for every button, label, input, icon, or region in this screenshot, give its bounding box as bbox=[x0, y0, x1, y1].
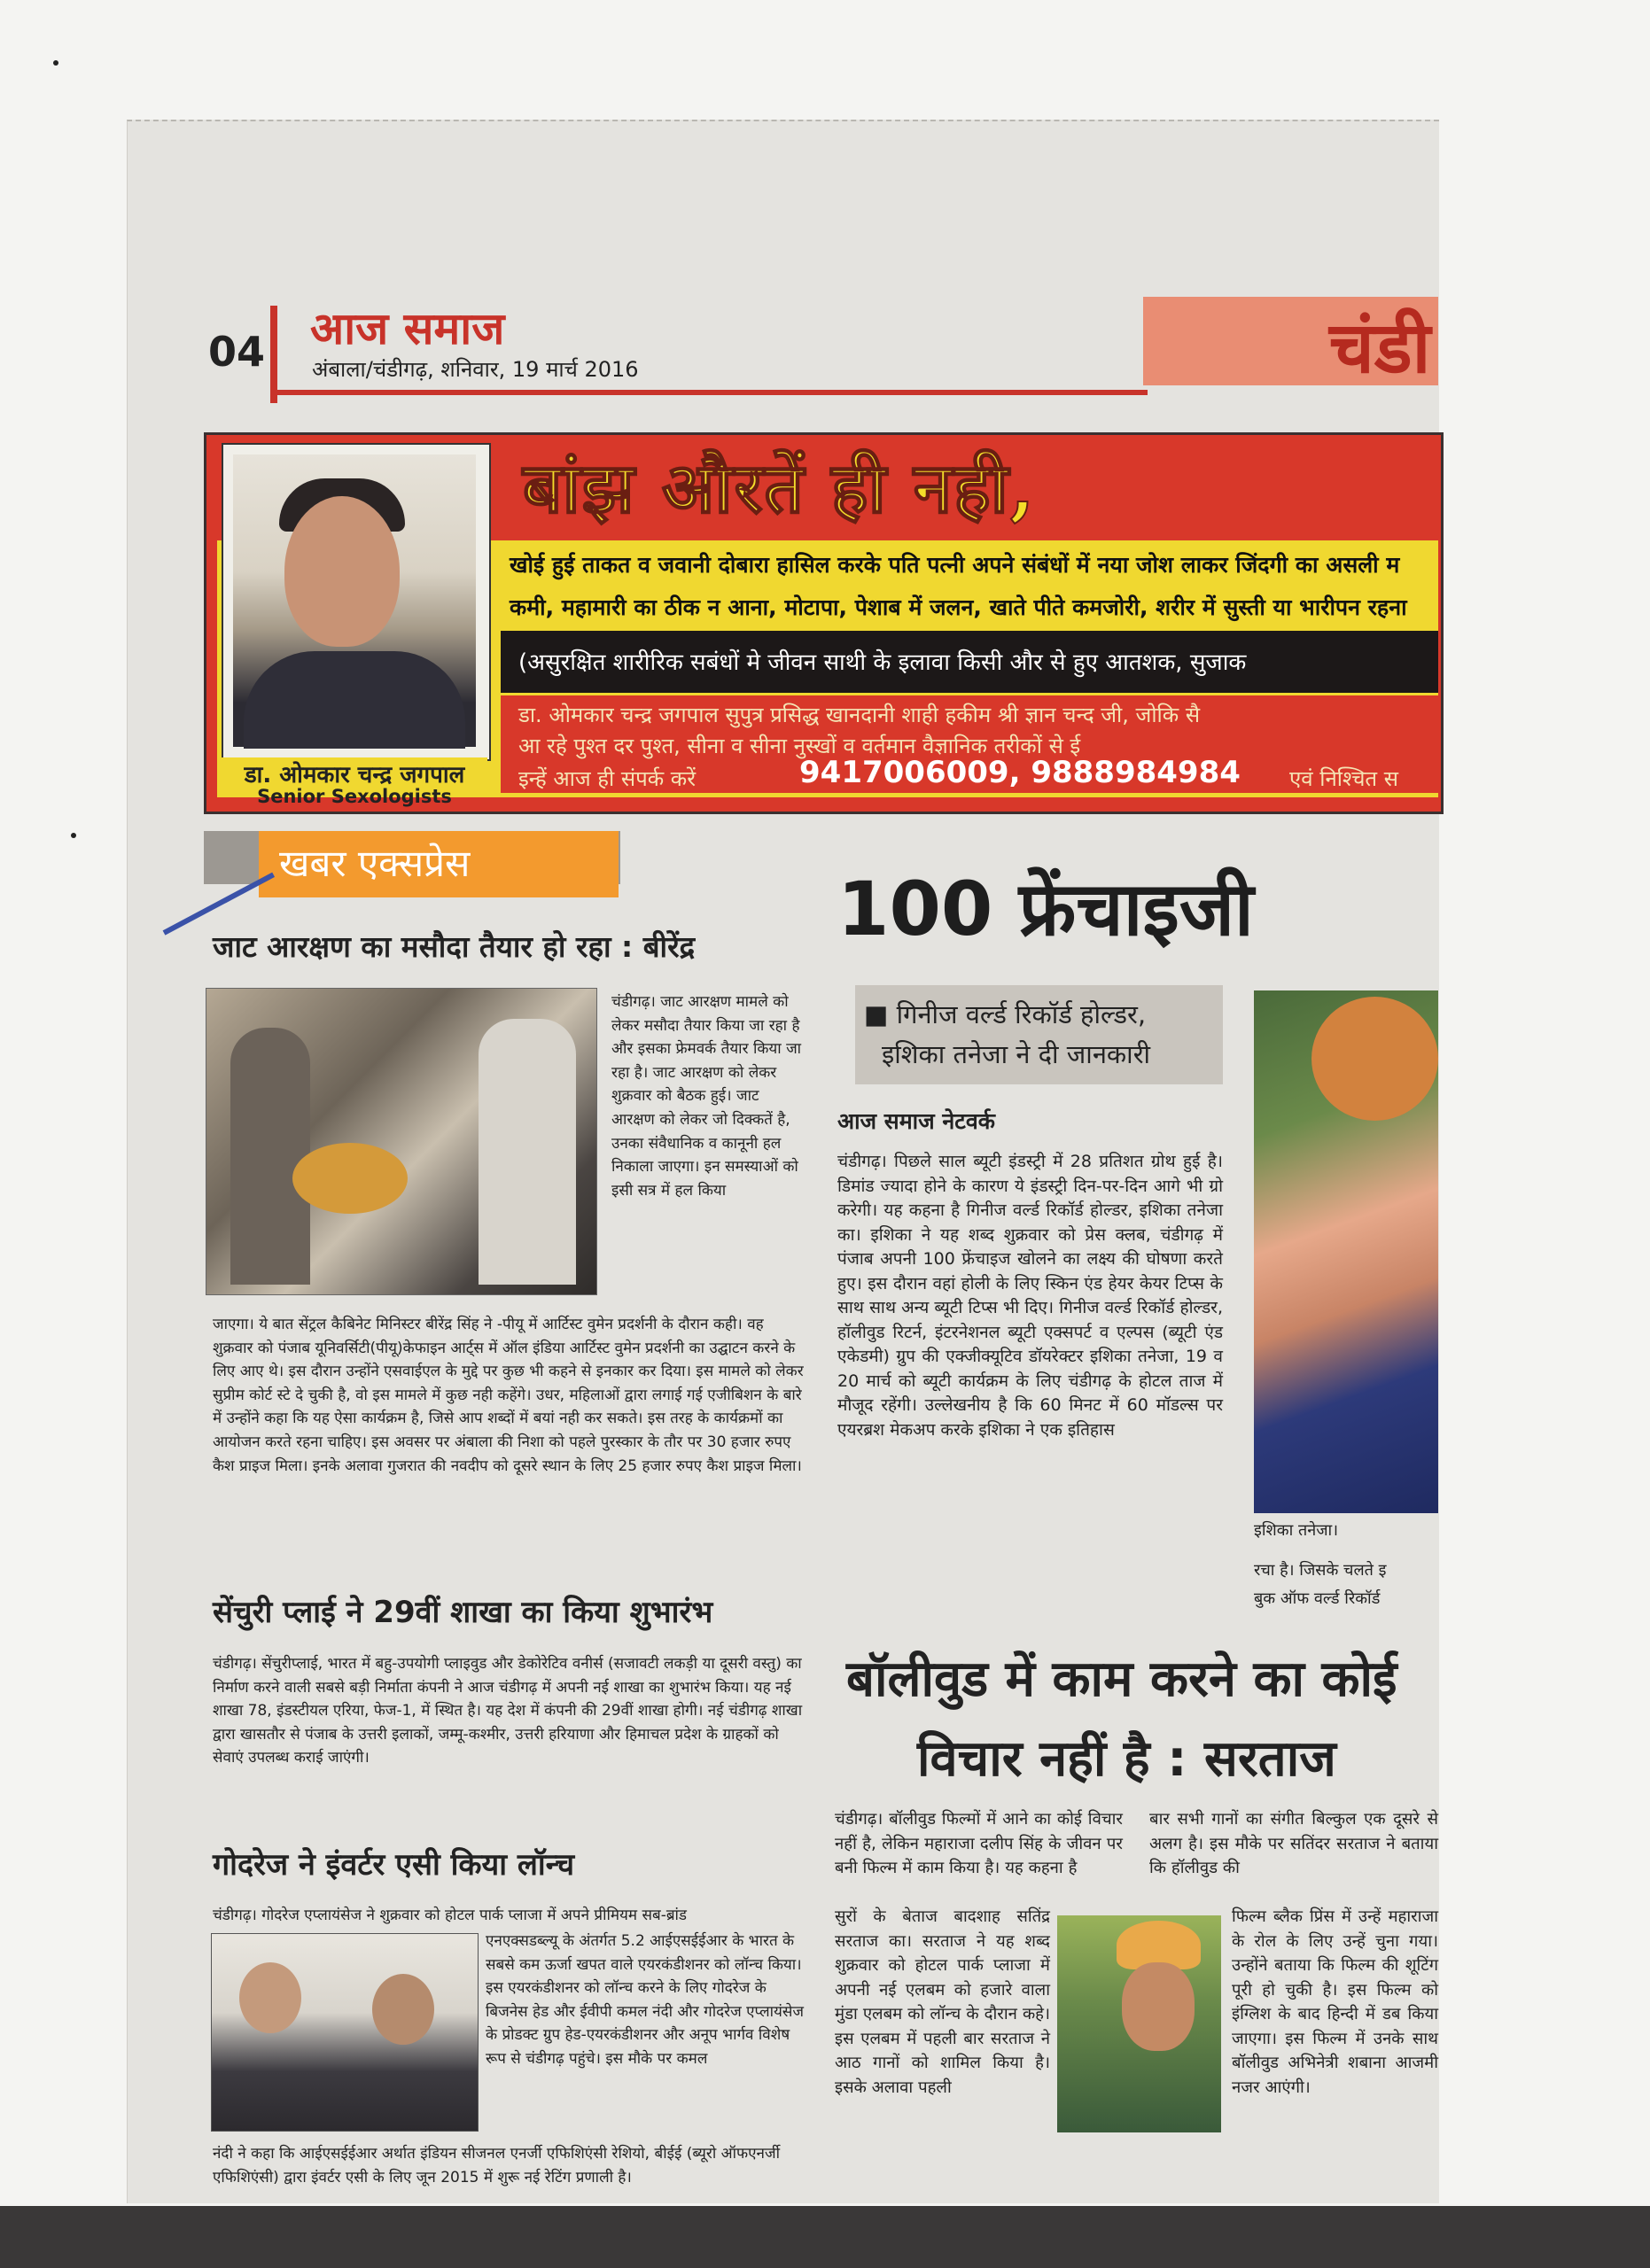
masthead: आज समाज bbox=[310, 302, 505, 354]
doctor-name: डा. ओमकार चन्द्र जगपाल bbox=[222, 757, 487, 789]
story5-photo-face bbox=[1122, 1962, 1195, 2051]
story2-body: चंडीगढ़। सेंचुरीप्लाई, भारत में बहु-उपयोगी प्लाइवुड और डेकोरेटिव वनीर्स (सजावटी लकड़ी या दूसरी वस्तु) का निर्माण करने वाली सबसे बड़ी निर्माता कंपनी ने आज चंडीगढ़ में अपनी नई शाखा का शुभारंभ किया। यह नई शाखा 78, इंडस्टीयल एरिया, फेज-1, में स्थित है। यह देश में कंपनी की 29वीं शाखा होगी। नई चंडीगढ़ शाखा द्वारा खासतौर से पंजाब के उत्तरी इलाकों, जम्मू-कश्मीर, उत्तरी हरियाणा और हिमाचल प्रदेश के ग्राहकों को सेवाएं उपलब्ध कराई जाएंगी। bbox=[213, 1655, 803, 1767]
header-rule bbox=[270, 390, 1148, 395]
story3-photo bbox=[211, 1933, 479, 2132]
ad-line-2: कमी, महामारी का ठीक न आना, मोटापा, पेशाब में जलन, खाते पीते कमजोरी, शरीर में सुस्ती या भारीपन रहना bbox=[510, 594, 1407, 620]
ad-line-1: खोई हुई ताकत व जवानी दोबारा हासिल करके पति पत्नी अपने संबंधों में नया जोश लाकर जिंदगी का असली म bbox=[510, 552, 1400, 578]
ad-line-6: इन्हें आज ही संपर्क करें bbox=[518, 766, 697, 791]
story4-continuation-1: रचा है। जिसके चलते इ bbox=[1254, 1561, 1387, 1580]
story3-side-text: एनएक्सडब्ल्यू के अंतर्गत 5.2 आईएसईईआर के भारत के सबसे कम ऊर्जा खपत वाले एयरकंडीशनर को लॉन्च किया। इस एयरकंडीशनर को लॉन्च करने के लिए गोदरेज के बिजनेस हेड और ईवीपी कमल नंदी और गोदरेज एप्लायंसेज के प्रोडक्ट ग्रुप हेड-एयरकंडीशनर और अनूप भार्गव विशेष रूप से चंडीगढ़ पहुंचे। इस मौके पर कमल bbox=[486, 1932, 804, 2068]
story5-col1-bottom: सुरों के बेताज बादशाह सतिंद्र सरताज का। सरताज ने यह शब्द शुक्रवार को होटल पार्क प्लाजा में अपनी नई एलबम को हजारे वाला मुंडा एलबम को लॉन्च के दौरान कहे। इस एलबम में पहली बार सरताज ने आठ गानों को शामिल किया है। इसके अलावा पहली bbox=[835, 1907, 1050, 2097]
doctor-title: Senior Sexologists bbox=[257, 786, 452, 807]
ad-line-5: आ रहे पुश्त दर पुश्त, सीना व सीना नुस्खों व वर्तमान वैज्ञानिक तरीकों से ई bbox=[518, 734, 1081, 758]
ad-line-7: एवं निश्चित स bbox=[1289, 766, 1398, 791]
story3-photo-person-right bbox=[372, 1974, 434, 2045]
express-tag-text: खबर एक्सप्रेस bbox=[279, 842, 471, 885]
story5-col2-bottom: फिल्म ब्लैक प्रिंस में उन्हें महाराजा के रोल के लिए उन्हें चुना गया। उन्होंने बताया कि फिल्म की शूटिंग पूरी हो चुकी है। इस फिल्म को इंग्लिश के बाद हिन्दी में डब किया जाएगा। इस फिल्म में उनके साथ बॉलीवुड अभिनेत्री शबाना आजमी नजर आएंगी। bbox=[1232, 1907, 1438, 2097]
story5-col2-top: बार सभी गानों का संगीत बिल्कुल एक दूसरे से अलग है। इस मौके पर सतिंदर सरताज ने बताया कि हॉलीवुड की bbox=[1149, 1810, 1438, 1877]
story3-body: नंदी ने कहा कि आईएसईईआर अर्थात इंडियन सीजनल एनर्जी एफिशिएंसी रेशियो, बीईई (ब्यूरो ऑफएनर्जी एफिशिएंसी) द्वारा इंवर्टर एसी के लिए जून 2015 में शुरू नई रेटिंग प्रणाली है। bbox=[213, 2145, 780, 2186]
ad-line-4: डा. ओमकार चन्द्र जगपाल सुपुत्र प्रसिद्ध खानदानी शाही हकीम श्री ज्ञान चन्द जी, जोकि सै bbox=[518, 703, 1201, 727]
story3-lead: चंडीगढ़। गोदरेज एप्लायंसेज ने शुक्रवार को होटल पार्क प्लाजा में अपने प्रीमियम सब-ब्रांड bbox=[213, 1907, 688, 1924]
dust-spot bbox=[71, 833, 76, 838]
story1-photo-person-left bbox=[230, 1028, 310, 1285]
story1-photo-person-right bbox=[479, 1019, 576, 1285]
masthead-bar bbox=[270, 306, 277, 403]
story1-body: जाएगा। ये बात सेंट्रल कैबिनेट मिनिस्टर बीरेंद्र सिंह ने -पीयू में आर्टिस्ट वुमेन प्रदर्शनी के दौरान कही। वह शुक्रवार को पंजाब यूनिवर्सिटी(पीयू)केफाइन आर्ट्स में ऑल इंडिया आर्टिस्ट वुमेन प्रदर्शनी का उद्घाटन करने के लिए आए थे। इस दौरान उन्होंने एसवाईएल के मुद्दे पर कुछ भी कहने से इनकार कर दिया। इस मामले को लेकर सुप्रीम कोर्ट स्टे दे चुकी है, वो इस मामले में कुछ नही कहेंगे। उधर, महिलाओं द्वारा लगाई गई एजीबिशन के बारे में उन्होंने कहा कि यह ऐसा कार्यक्रम है, जिसे आप शब्दों में बयां नही कर सकते। इस तरह के कार्यक्रमों का आयोजन करते रहना चाहिए। इस अवसर पर अंबाला की निशा को पहले पुरस्कार के तौर पर 30 हजार रुपए कैश प्राइज मिला। इनके अलावा गुजरात की नवदीप को दूसरे स्थान के लिए 25 हजार रुपए कैश प्राइज मिला। bbox=[213, 1316, 804, 1475]
story4-body: चंडीगढ़। पिछले साल ब्यूटी इंडस्ट्री में 28 प्रतिशत ग्रोथ हुई है। डिमांड ज्यादा होने के कारण ये इंडस्ट्री दिन-पर-दिन आगे भी ग्रो करेगी। यह कहना है गिनीज वर्ल्ड रिकॉर्ड होल्डर, इशिका तनेजा का। इशिका ने यह शब्द शुक्रवार को प्रेस क्लब, चंडीगढ़ में पंजाब अपनी 100 फ्रेंचाइज खोलने का लक्ष्य की घोषणा करते हुए। इस दौरान वहां होली के लिए स्किन एंड हेयर केयर टिप्स के साथ साथ अन्य ब्यूटी टिप्स भी दिए। गिनीज वर्ल्ड रिकॉर्ड होल्डर, हॉलीवुड रिटर्न, इंटरनेशनल ब्यूटी एक्सपर्ट व एल्पस (ब्यूटी एंड एकेडमी) ग्रुप की एक्जीक्यूटिव डॉयरेक्टर इशिका तनेजा, 19 व 20 मार्च को ब्यूटी कार्यक्रम के लिए चंडीगढ़ के होटल ताज में मौजूद रहेंगी। उल्लेखनीय है कि 60 मिनट में 60 मॉडल्स पर एयरब्रश मेकअप करके इशिका ने एक इतिहास bbox=[837, 1152, 1223, 1440]
story4-continuation-2: बुक ऑफ वर्ल्ड रिकॉर्ड bbox=[1254, 1589, 1381, 1608]
story4-byline: आज समाज नेटवर्क bbox=[837, 1108, 995, 1134]
page-number: 04 bbox=[208, 328, 266, 376]
ad-line-3: (असुरक्षित शारीरिक सबंधों मे जीवन साथी के इलावा किसी और से हुए आतशक, सुजाक bbox=[518, 649, 1247, 676]
city-name: चंडी bbox=[1329, 306, 1431, 389]
story4-subhead-1: ■ गिनीज वर्ल्ड रिकॉर्ड होल्डर, bbox=[864, 999, 1147, 1029]
dateline: अंबाला/चंडीगढ़, शनिवार, 19 मार्च 2016 bbox=[312, 357, 639, 382]
story5-headline-2: विचार नहीं है : सरताज bbox=[917, 1730, 1336, 1788]
story3-photo-person-left bbox=[239, 1962, 301, 2033]
ad-headline: बांझ औरतें ही नही, bbox=[523, 448, 1037, 529]
story5-headline-1: बॉलीवुड में काम करने का कोई bbox=[846, 1651, 1397, 1708]
doctor-face bbox=[284, 496, 400, 647]
story1-photo-bouquet bbox=[292, 1143, 408, 1214]
story4-photo-hair bbox=[1311, 997, 1438, 1121]
doctor-suit bbox=[244, 651, 465, 749]
ad-phone-numbers: 9417006009, 9888984984 bbox=[799, 755, 1241, 790]
story4-headline: 100 फ्रेंचाइजी bbox=[837, 866, 1254, 952]
story4-caption: इशिका तनेजा। bbox=[1254, 1521, 1339, 1540]
story2-headline: सेंचुरी प्लाई ने 29वीं शाखा का किया शुभारंभ bbox=[213, 1595, 713, 1630]
story4-subhead-2: इशिका तनेजा ने दी जानकारी bbox=[882, 1039, 1151, 1069]
background-table-edge bbox=[0, 2206, 1650, 2268]
story1-headline: जाट आरक्षण का मसौदा तैयार हो रहा : बीरेंद्र bbox=[213, 929, 696, 964]
dust-spot bbox=[53, 60, 58, 66]
story5-col1-top: चंडीगढ़। बॉलीवुड फिल्मों में आने का कोई विचार नहीं है, लेकिन महाराजा दलीप सिंह के जीवन पर बनी फिल्म में काम किया है। यह कहना है bbox=[835, 1810, 1123, 1877]
story1-side-text: चंडीगढ़। जाट आरक्षण मामले को लेकर मसौदा तैयार किया जा रहा है और इसका फ्रेमवर्क तैयार किया जा रहा है। जाट आरक्षण को लेकर शुक्रवार को बैठक हुई। जाट आरक्षण को लेकर जो दिक्कतें है, उनका संवैधानिक व कानूनी हल निकाला जाएगा। इन समस्याओं को इसी सत्र में हल किया bbox=[611, 993, 802, 1200]
story3-headline: गोदरेज ने इंवर्टर एसी किया लॉन्च bbox=[213, 1847, 575, 1883]
